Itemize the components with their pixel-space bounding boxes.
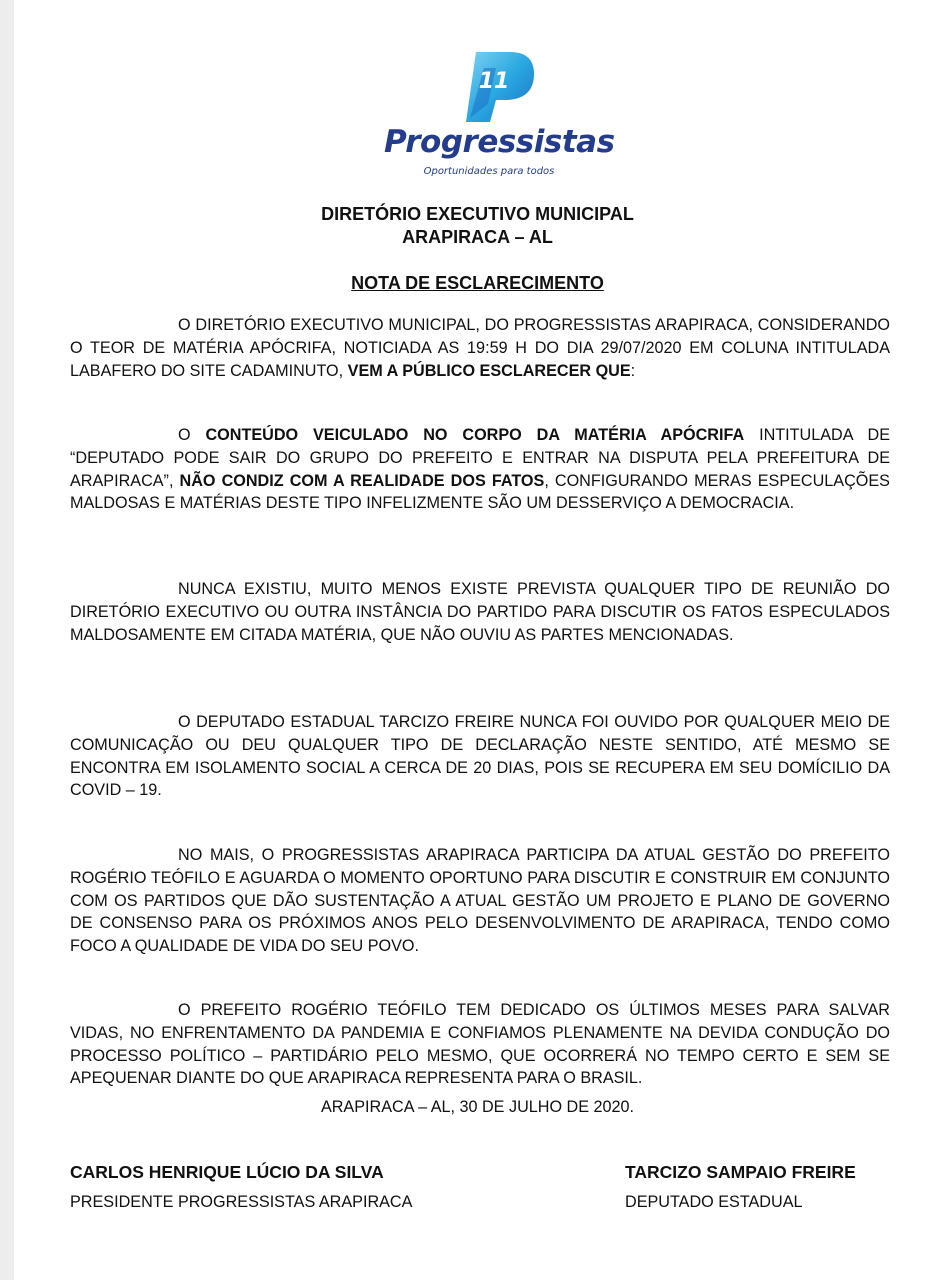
logo-tagline: Oportunidades para todos [423, 166, 555, 177]
paragraph-1: O DIRETÓRIO EXECUTIVO MUNICIPAL, DO PROGRESSISTAS ARAPIRACA, CONSIDERANDO O TEOR DE MATÉRIA APÓCRIFA, NOTICIADA AS 19:59 H DO DIA 29/07/2020 EM COLUNA INTITULADA LABAFERO DO SITE CADAMINUTO, VEM A PÚBLICO ESCLARECER QUE: [70, 316, 890, 380]
paragraph-3: NUNCA EXISTIU, MUITO MENOS EXISTE PREVISTA QUALQUER TIPO DE REUNIÃO DO DIRETÓRIO EXECUTIVO OU OUTRA INSTÂNCIA DO PARTIDO PARA DISCUTIR OS FATOS ESPECULADOS MALDOSAMENTE EM CITADA MATÉRIA, QUE NÃO OUVIU AS PARTES MENCIONADAS. [70, 580, 890, 644]
header-line-1: DIRETÓRIO EXECUTIVO MUNICIPAL [321, 204, 634, 224]
signature-block-left [70, 1162, 412, 1212]
document-title: NOTA DE ESCLARECIMENTO [351, 273, 604, 293]
signatory-role: PRESIDENTE PROGRESSISTAS ARAPIRACA [70, 1193, 413, 1211]
logo-wordmark: Progressistas [384, 124, 615, 160]
progressistas-logo [384, 48, 615, 183]
header-line-2: ARAPIRACA – AL [402, 227, 553, 247]
signatory-name: TARCIZO SAMPAIO FREIRE [625, 1162, 856, 1182]
signatory-role: DEPUTADO ESTADUAL [625, 1193, 803, 1211]
party-p-icon [384, 48, 604, 128]
signatory-name: CARLOS HENRIQUE LÚCIO DA SILVA [70, 1162, 384, 1182]
paragraph-2: O CONTEÚDO VEICULADO NO CORPO DA MATÉRIA APÓCRIFA INTITULADA DE “DEPUTADO PODE SAIR DO GRUPO DO PREFEITO E ENTRAR NA DISPUTA PELA PREFEITURA DE ARAPIRACA”, NÃO CONDIZ COM A REALIDADE DOS FATOS, CONFIGURANDO MERAS ESPECULAÇÕES MALDOSAS E MATÉRIAS DESTE TIPO INFELIZMENTE SÃO UM DESSERVIÇO A DEMOCRACIA. [70, 426, 890, 513]
logo-number: 11 [478, 69, 510, 94]
document-date: ARAPIRACA – AL, 30 DE JULHO DE 2020. [320, 1098, 635, 1116]
paragraph-5: NO MAIS, O PROGRESSISTAS ARAPIRACA PARTICIPA DA ATUAL GESTÃO DO PREFEITO ROGÉRIO TEÓFILO E AGUARDA O MOMENTO OPORTUNO PARA DISCUTIR E CONSTRUIR EM CONJUNTO COM OS PARTIDOS QUE DÃO SUSTENTAÇÃO A ATUAL GESTÃO UM PROJETO E PLANO DE GOVERNO DE CONSENSO PARA OS PRÓXIMOS ANOS PELO DESENVOLVIMENTO DE ARAPIRACA, TENDO COMO FOCO A QUALIDADE DE VIDA DO SEU POVO. [70, 846, 890, 956]
paragraph-6: O PREFEITO ROGÉRIO TEÓFILO TEM DEDICADO OS ÚLTIMOS MESES PARA SALVAR VIDAS, NO ENFRENTAMENTO DA PANDEMIA E CONFIAMOS PLENAMENTE NA DEVIDA CONDUÇÃO DO PROCESSO POLÍTICO – PARTIDÁRIO PELO MESMO, QUE OCORRERÁ NO TEMPO CERTO E SEM SE APEQUENAR DIANTE DO QUE ARAPIRACA REPRESENTA PARA O BRASIL. [70, 1001, 890, 1088]
paragraph-4: O DEPUTADO ESTADUAL TARCIZO FREIRE NUNCA FOI OUVIDO POR QUALQUER MEIO DE COMUNICAÇÃO OU DEU QUALQUER TIPO DE DECLARAÇÃO NESTE SENTIDO, ATÉ MESMO SE ENCONTRA EM ISOLAMENTO SOCIAL A CERCA DE 20 DIAS, POIS SE RECUPERA EM SEU DOMÍCILIO DA COVID – 19. [70, 713, 890, 800]
document-page [14, 0, 941, 1280]
signature-block-right [625, 1162, 856, 1212]
